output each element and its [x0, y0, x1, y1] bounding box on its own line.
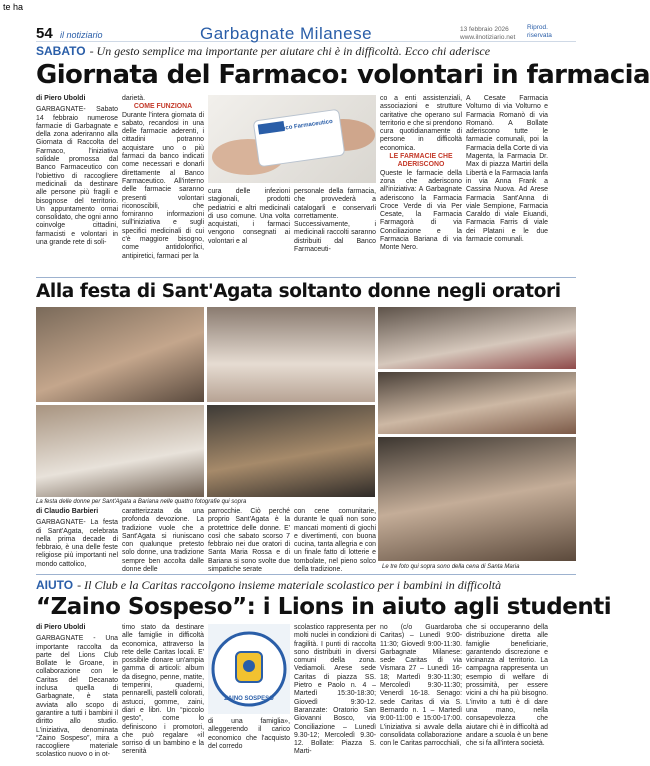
farmaco-subhead-come: COME FUNZIONA [133, 103, 193, 111]
farmaco-column-6: A Cesate Farmacia Volturno di via Volturno e Farmacia Romanò di via Romanò. A Bollate aderiscono tutte le farmacie comunali, poi la Farmacia della Corte di via Magenta, la Farmacia Dr. Max di piazza Martiri della Libertà e la Farmacia Ianfa in via Anna Frank a Cassina Nuova. Ad Arese Farmacia Sant'Anna di viale Sempione, Farmacia Caraldo di viale Eiuandi, Farmacia Farris di viale dei Platani e le due farmacie comunali. [466, 95, 548, 244]
agata-column-2: caratterizzata da una profonda devozione. La tradizione vuole che a Sant'Agata si riuniscano con qualunque pretesto solo donne, una tradizione sempre ben accolta dalle donne delle [122, 508, 204, 574]
clipped-text: te ha [3, 2, 24, 12]
farmaco-kicker [36, 44, 490, 59]
agata-photo-2 [207, 307, 375, 402]
zaino-column-6: che si occuperanno della distribuzione diretta alle famiglie beneficiarie, garantendo discrezione e vicinanza al territorio. La campagna rappresenta un esempio di welfare di prossimità, per essere vicini a chi ha più bisogno. L'invito a tutti è di dare una mano, nella consapevolezza che aiutare chi è in difficoltà ad andare a scuola è un bene che si fa all'intera società. [466, 624, 548, 748]
zaino-byline: di Piero Uboldi [36, 624, 86, 631]
section-divider-2 [36, 574, 576, 575]
agata-photo-4 [207, 405, 375, 497]
zaino-title: “Zaino Sospeso”: i Lions in aiuto agli studenti [36, 594, 612, 620]
page-number: 54 [36, 25, 53, 42]
riprod-logo: Riprod. riservata [527, 24, 552, 39]
zaino-kicker [36, 578, 501, 593]
card-hand-illustration [208, 95, 376, 183]
agata-title: Alla festa di Sant'Agata soltanto donne negli oratori [36, 281, 561, 302]
agata-photo-6 [378, 372, 576, 434]
town-name: Garbagnate Milanese [200, 24, 373, 43]
dateline [460, 26, 515, 42]
zaino-column-1: di Piero Uboldi GARBAGNATE - Una importante raccolta da parte del Lions Club Bollate le Groane, in collaborazione con le Caritas del Decanato inclusa quella di Garbagnate, è stata avviata allo scopo di garantire a tutti i bambini il diritto allo studio. L'iniziativa, denominata “Zaino Sospeso”, mira a raccogliere materiale scolastico nuovo o in ot- [36, 624, 118, 759]
agata-byline: di Claudio Barbieri [36, 508, 99, 515]
zaino-column-3: di una famiglia», alleggerendo il carico economico che l'acquisto del corredo [208, 718, 290, 750]
agata-column-1: di Claudio Barbieri GARBAGNATE- La festa di Sant'Agata, celebrata nella prima decade di febbraio, è una delle feste religiose più importanti nel mondo cattolico, [36, 508, 118, 568]
zaino-kicker-label: AIUTO [36, 578, 74, 592]
zaino-logo [208, 624, 290, 714]
card-text: Banco Farmaceutico [273, 118, 334, 134]
farmaco-column-4: personale della farmacia, che provvederà a catalogarli e conservarli correttamente. Successivamente, i medicinali raccolti saranno distribuiti dal Banco Farmaceuti- [294, 188, 376, 254]
zaino-kicker-text: - Il Club e la Caritas raccolgono insieme materiale scolastico per i bambini in difficoltà [77, 578, 502, 592]
farmaco-column-1: di Piero Uboldi GARBAGNATE- Sabato 14 febbraio numerose farmacie di Garbagnate e della zona aderiranno alla Giornata di Raccolta del Farmaco, l'iniziativa solidale promossa dal Banco Farmaceutico con l'obiettivo di raccogliere medicinali da destinare alle persone più fragili e bisognose del territorio. Un appuntamento ormai consolidato, che ogni anno coinvolge cittadini, farmacisti e volontari in una grande rete di soli- [36, 95, 118, 247]
agata-column-3: parrocchie. Ciò perché proprio Sant'Agata è la protettrice delle donne. E' così che sabato scorso 7 febbraio nei due oratori di Santa Maria Rossa e di Bariana si sono svolte due simpatiche serate [208, 508, 290, 574]
issue-date: 13 febbraio 2026 [460, 26, 509, 33]
agata-column-4: con cene comunitarie, durante le quali non sono mancati momenti di giochi e divertimenti, con buona cucina, tanta allegria e con un finale fatto di lotterie e tombolate, nel pieno solco della tradizione. [294, 508, 376, 574]
section-name: il notiziario [60, 30, 103, 40]
farmaco-subhead-farmacie: LE FARMACIE CHE ADERISCONO [389, 153, 453, 169]
farmaco-column-3: cura delle infezioni stagionali, prodotti pediatrici e altri medicinali di uso comune. Una volta acquistati, i farmaci vengono consegnati ai volontari e al [208, 188, 290, 245]
agata-caption-right: Le tre foto qui sopra sono della cena di Santa Maria [382, 564, 520, 570]
site-url: www.ilnotiziario.net [460, 34, 516, 41]
zaino-column-5: no (c/o Guardaroba Caritas) – Lunedì 9:00-11:30; Giovedì 9:00-11:30. Garbagnate Milanese: sede Caritas di via Vismara 27 – Lunedì 16-18; Martedì 9:30-11:30; Mercoledì 9:30-11:30; Venerdì 16-18. Senago: sede Caritas di via S. Bernardo n. 1 – Martedì 9:00-11:00 e 15:00-17:00. L'iniziativa si avvale della consolidata collaborazione con le Caritas parrocchiali, [380, 624, 462, 748]
agata-photo-1 [36, 307, 204, 402]
farmaco-kicker-label: SABATO [36, 44, 86, 58]
agata-photo-3 [36, 405, 204, 497]
farmaco-column-5: co a enti assistenziali, associazioni e strutture caritative che operano sul territorio e che si prendono cura quotidianamente di persone in difficoltà economica. LE FARMACIE CHE ADERISCONO Queste le farmacie della zona che aderiscono all'iniziativa: A Garbagnate aderiscono la Farmacia Croce Verde di via Per Cesate, la Farmacia Farmagorà di via Conciliazione e la Farmacia Bariana di via Monte Nero. [380, 95, 462, 252]
section-divider [36, 277, 576, 278]
zaino-column-2: timo stato da destinare alle famiglie in difficoltà economica, attraverso la rete delle Caritas locali. E' possibile donare un'ampia gamma di articoli: album da disegno, penne, matite, temperini, quaderni, pennarelli, pastelli colorati, astucci, gomme, zaini, diari e libri. Un “piccolo gesto”, come lo definiscono i promotori, che può regalare «il sorriso di un bambino e la serenità [122, 624, 204, 756]
agata-photo-5 [378, 307, 576, 369]
farmaco-kicker-text: - Un gesto semplice ma importante per aiutare chi è in difficoltà. Ecco chi aderisce [89, 44, 491, 58]
farmaco-column-2: darietà. COME FUNZIONA Durante l'intera giornata di sabato, recandosi in una delle farmacie aderenti, i cittadini potranno acquistare uno o più farmaci da banco indicati come necessari e donarli direttamente al Banco Farmaceutico. All'interno delle farmacie saranno presenti volontari riconoscibili, che forniranno informazioni sull'iniziativa e sugli specifici medicinali di cui c'è maggiore bisogno, come antidolorifici, antipiretici, farmaci per la [122, 95, 204, 260]
agata-photo-grid [36, 307, 576, 497]
farmaco-title: Giornata del Farmaco: volontari in farmacia [36, 60, 650, 90]
agata-caption-left: La festa delle donne per Sant'Agata a Bariana nelle quattro fotografie qui sopra [36, 499, 247, 505]
badge-text: ZAINO SOSPESO [224, 696, 274, 702]
farmaco-byline: di Piero Uboldi [36, 95, 86, 102]
farmaco-photo [208, 95, 376, 183]
zaino-column-4: scolastico rappresenta per molti nuclei in condizioni di fragilità. I punti di raccolta sono distribuiti in diversi comuni della zona. Vediamoli. Arese sede Caritas di piazza SS. Pietro e Paolo n. 4 – Martedì 15:30-18:30; Giovedì 9:30-12. Baranzate: Oratorio San Giovanni Bosco, via Conciliazione – Lunedì 9.30-12; Mercoledì 9.30-12. Bollate: Piazza S. Marti- [294, 624, 376, 756]
agata-photo-7 [378, 437, 576, 561]
